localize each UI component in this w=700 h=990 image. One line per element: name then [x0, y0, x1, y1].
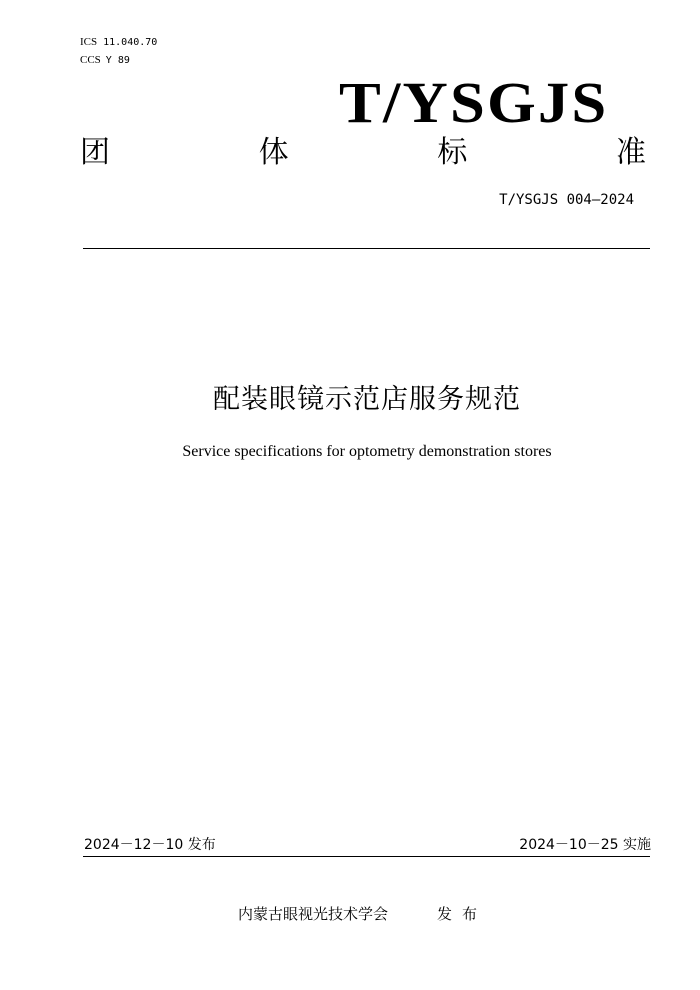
- ccs-label: CCS: [80, 54, 101, 66]
- issuing-organization: 内蒙古眼视光技术学会: [238, 905, 389, 923]
- standard-type: [80, 133, 646, 173]
- release-date: 2024－12－10 发布: [84, 837, 216, 853]
- ics-classification: [80, 35, 157, 50]
- standard-type-char: 标: [437, 135, 468, 170]
- issue-label: 发布: [437, 905, 488, 923]
- document-title-english: Service specifications for optometry demonstration stores: [182, 443, 552, 460]
- ics-label: ICS: [80, 36, 98, 48]
- standard-type-char: 准: [615, 135, 646, 170]
- implementation-date: 2024－10－25 实施: [519, 837, 651, 853]
- document-title-chinese: 配装眼镜示范店服务规范: [213, 384, 521, 415]
- ics-code: 11.040.70: [103, 37, 158, 48]
- standard-logo: T/YSGJS: [338, 70, 608, 135]
- header-divider: [83, 248, 650, 249]
- standard-number: T/YSGJS 004—2024: [499, 192, 634, 208]
- footer-divider: [83, 856, 650, 857]
- ccs-code: Y 89: [105, 55, 130, 66]
- standard-type-char: 体: [258, 135, 289, 170]
- standard-type-char: 团: [80, 135, 110, 170]
- ccs-classification: [80, 53, 130, 68]
